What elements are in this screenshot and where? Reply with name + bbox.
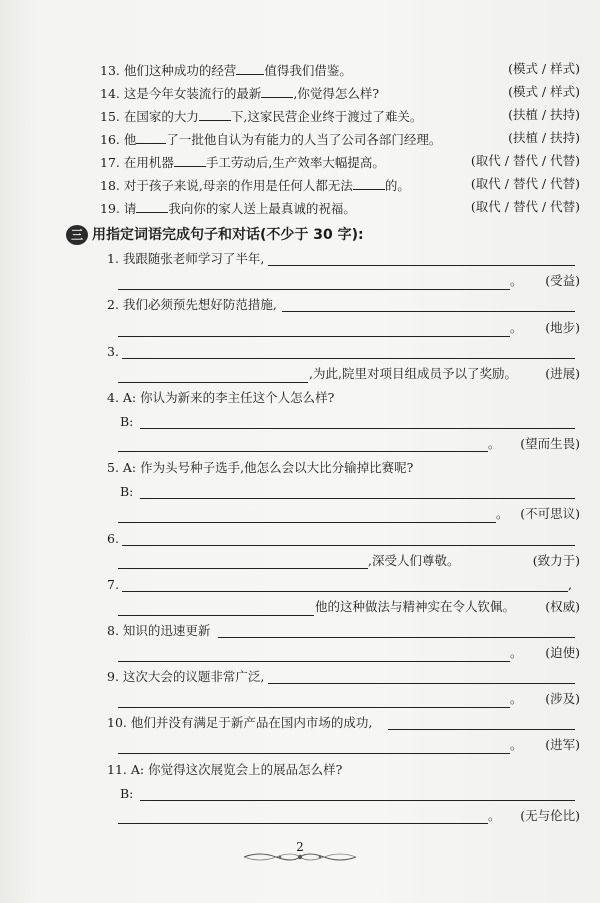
answer-line[interactable] bbox=[140, 497, 575, 499]
target-word-4: (望而生畏) bbox=[520, 436, 580, 451]
question-4: 4. A: 你认为新来的李主任这个人怎么样? bbox=[107, 390, 335, 405]
question-3: 3. bbox=[107, 344, 119, 359]
speaker-b: B: bbox=[120, 786, 134, 801]
answer-line[interactable] bbox=[118, 521, 496, 523]
answer-line[interactable] bbox=[118, 660, 510, 662]
answer-blank[interactable] bbox=[199, 107, 231, 121]
answer-line[interactable] bbox=[118, 335, 510, 337]
answer-line[interactable] bbox=[118, 752, 510, 754]
section-number-badge: 三 bbox=[66, 225, 88, 245]
fill-item-17 bbox=[100, 153, 385, 171]
answer-blank[interactable] bbox=[236, 61, 264, 75]
answer-line[interactable] bbox=[268, 264, 575, 266]
answer-line[interactable] bbox=[118, 567, 368, 569]
options-15: (扶植 / 扶持) bbox=[508, 107, 580, 122]
item-number: 16. bbox=[100, 132, 120, 147]
answer-line[interactable] bbox=[268, 682, 575, 684]
target-word-5: (不可思议) bbox=[520, 506, 580, 521]
item-text-before: 这是今年女装流行的最新 bbox=[123, 86, 262, 101]
item-text-after: 值得我们借鉴。 bbox=[264, 63, 352, 78]
answer-line[interactable] bbox=[388, 728, 575, 730]
options-14: (模式 / 样式) bbox=[508, 84, 580, 99]
question-1: 1. 我跟随张老师学习了半年, bbox=[107, 251, 265, 266]
question-5: 5. A: 作为头号种子选手,他怎么会以大比分输掉比赛呢? bbox=[107, 460, 414, 475]
sentence-end: 。 bbox=[510, 691, 523, 706]
item-text-after: 了一批他自认为有能力的人当了公司各部门经理。 bbox=[166, 132, 442, 147]
answer-line[interactable] bbox=[140, 427, 575, 429]
answer-line[interactable] bbox=[118, 381, 308, 383]
answer-line[interactable] bbox=[118, 822, 488, 824]
question-2: 2. 我们必须预先想好防范措施, bbox=[107, 297, 277, 312]
target-word-6: (致力于) bbox=[532, 553, 580, 568]
answer-line[interactable] bbox=[218, 636, 575, 638]
item-number: 14. bbox=[100, 86, 120, 101]
answer-blank[interactable] bbox=[353, 176, 385, 190]
item-text-after: ,你觉得怎么样? bbox=[293, 86, 380, 101]
target-word-10: (进军) bbox=[545, 737, 580, 752]
item-text-after: 手工劳动后,生产效率大幅提高。 bbox=[205, 155, 385, 170]
answer-line[interactable] bbox=[118, 450, 488, 452]
sentence-end: 。 bbox=[510, 645, 523, 660]
speaker-b: B: bbox=[120, 484, 134, 499]
target-word-11: (无与伦比) bbox=[520, 808, 580, 823]
question-7: 7. bbox=[107, 577, 119, 592]
item-text-after: 的。 bbox=[384, 178, 410, 193]
item-number: 19. bbox=[100, 201, 120, 216]
answer-line[interactable] bbox=[122, 544, 575, 546]
item-text-before: 对于孩子来说,母亲的作用是任何人都无法 bbox=[123, 178, 353, 193]
item-number: 15. bbox=[100, 109, 120, 124]
section-title: 用指定词语完成句子和对话(不少于 30 字): bbox=[92, 227, 364, 243]
target-word-7: (权威) bbox=[545, 599, 580, 614]
target-word-3: (进展) bbox=[545, 366, 580, 381]
item-text-before: 请 bbox=[123, 201, 137, 216]
question-6: 6. bbox=[107, 531, 119, 546]
item-text-after: 下,这家民营企业终于渡过了难关。 bbox=[230, 109, 423, 124]
options-13: (模式 / 样式) bbox=[508, 61, 580, 76]
sentence-rest: ,为此,院里对项目组成员予以了奖励。 bbox=[309, 366, 517, 381]
answer-line[interactable] bbox=[118, 614, 314, 616]
fill-item-14 bbox=[100, 84, 379, 102]
answer-line[interactable] bbox=[118, 706, 510, 708]
answer-line[interactable] bbox=[140, 799, 575, 801]
answer-line[interactable] bbox=[122, 590, 568, 592]
sentence-end: 。 bbox=[510, 273, 523, 288]
item-text-after: 我向你的家人送上最真诚的祝福。 bbox=[168, 201, 356, 216]
question-10: 10. 他们并没有满足于新产品在国内市场的成功, bbox=[107, 715, 373, 730]
item-text-before: 在国家的大力 bbox=[123, 109, 199, 124]
options-16: (扶植 / 扶持) bbox=[508, 130, 580, 145]
question-11: 11. A: 你觉得这次展览会上的展品怎么样? bbox=[107, 762, 343, 777]
item-text-before: 在用机器 bbox=[123, 155, 174, 170]
sentence-end: 。 bbox=[488, 436, 501, 451]
options-19: (取代 / 替代 / 代替) bbox=[470, 199, 580, 214]
fill-item-16 bbox=[100, 130, 441, 148]
sentence-end: 。 bbox=[488, 808, 501, 823]
target-word-2: (地步) bbox=[545, 320, 580, 335]
sentence-comma: , bbox=[568, 577, 572, 592]
sentence-rest: 他的这种做法与精神实在令人钦佩。 bbox=[315, 599, 516, 614]
fill-item-18 bbox=[100, 176, 410, 194]
answer-line[interactable] bbox=[118, 288, 510, 290]
answer-line[interactable] bbox=[122, 357, 575, 359]
item-number: 17. bbox=[100, 155, 120, 170]
sentence-rest: ,深受人们尊敬。 bbox=[368, 553, 460, 568]
item-number: 13. bbox=[100, 63, 120, 78]
fill-item-15 bbox=[100, 107, 422, 125]
sentence-end: 。 bbox=[510, 320, 523, 335]
answer-blank[interactable] bbox=[136, 130, 166, 144]
item-text-before: 他 bbox=[123, 132, 137, 147]
target-word-8: (迫使) bbox=[545, 645, 580, 660]
options-18: (取代 / 替代 / 代替) bbox=[470, 176, 580, 191]
item-text-before: 他们这种成功的经营 bbox=[123, 63, 237, 78]
page-number: 2 bbox=[296, 840, 304, 854]
fill-item-19 bbox=[100, 199, 356, 217]
question-8: 8. 知识的迅速更新 bbox=[107, 623, 211, 638]
speaker-b: B: bbox=[120, 414, 134, 429]
options-17: (取代 / 替代 / 代替) bbox=[470, 153, 580, 168]
answer-blank[interactable] bbox=[174, 153, 206, 167]
sentence-end: 。 bbox=[510, 737, 523, 752]
answer-line[interactable] bbox=[282, 310, 575, 312]
item-number: 18. bbox=[100, 178, 120, 193]
answer-blank[interactable] bbox=[261, 84, 293, 98]
question-9: 9. 这次大会的议题非常广泛, bbox=[107, 669, 265, 684]
fill-item-13 bbox=[100, 61, 352, 79]
sentence-end: 。 bbox=[496, 506, 509, 521]
answer-blank[interactable] bbox=[136, 199, 168, 213]
page-ornament-icon bbox=[240, 850, 360, 864]
target-word-9: (涉及) bbox=[545, 691, 580, 706]
target-word-1: (受益) bbox=[545, 273, 580, 288]
